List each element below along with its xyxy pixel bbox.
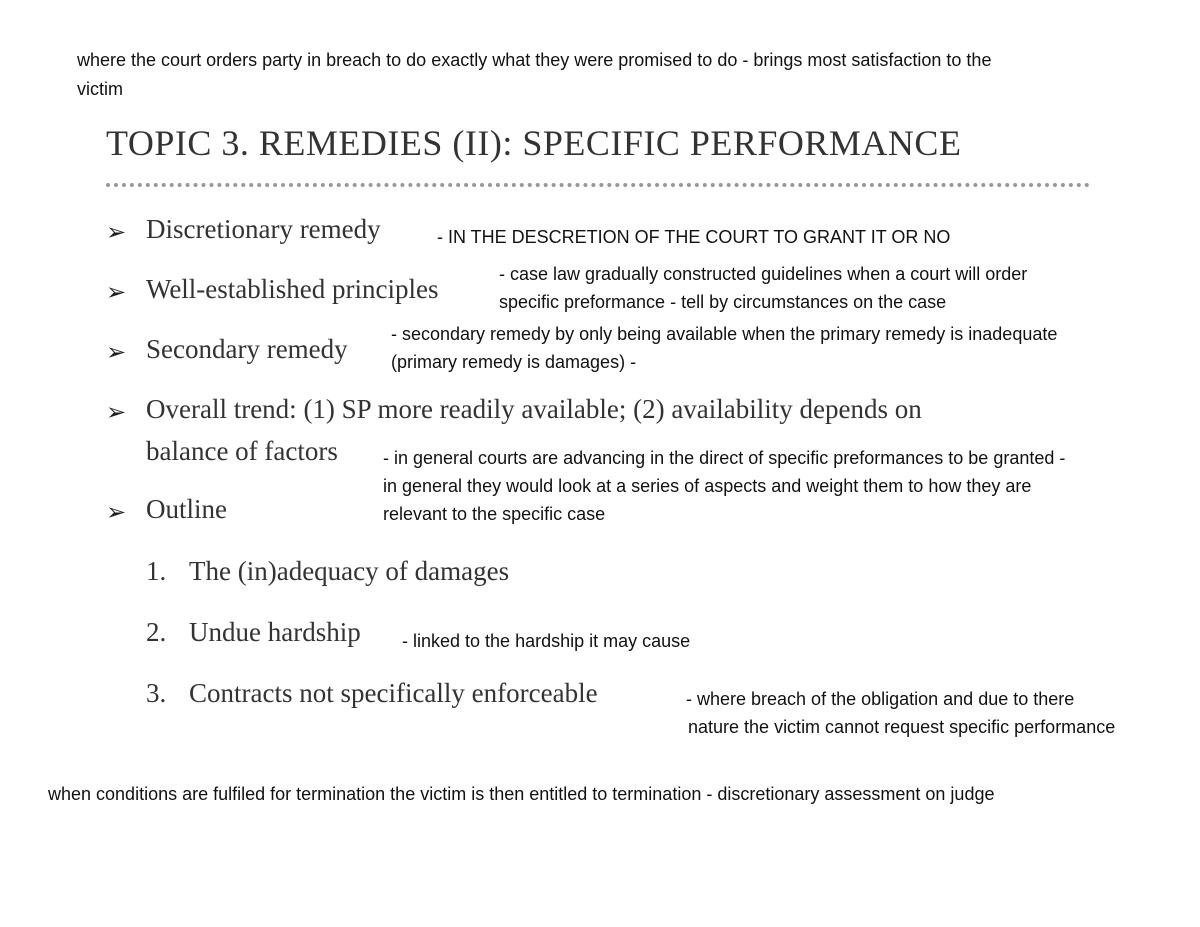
note-secondary-remedy-line-2: (primary remedy is damages) - [391,352,637,372]
outline-number-2: 2. [146,617,167,647]
bullet-arrow-icon: ➢ [106,278,127,306]
item-outline: Outline [146,494,227,524]
item-discretionary-remedy: Discretionary remedy [146,214,381,244]
outline-number-1: 1. [146,556,167,586]
note-undue-hardship: - linked to the hardship it may cause [402,631,691,651]
bullet-arrow-icon: ➢ [106,498,127,526]
note-contracts-line-1: - where breach of the obligation and due to there [686,689,1075,709]
note-overall-trend-line-1: - in general courts are advancing in the direct of specific preformances to be granted - [383,448,1066,468]
top-note-line-1: where the court orders party in breach to do exactly what they were promised to do - brings most satisfaction to the [77,50,992,70]
title-divider [106,183,1090,187]
bottom-note: when conditions are fulfiled for termination the victim is then entitled to termination - discretionary assessment on judge [48,784,995,804]
bullet-arrow-icon: ➢ [106,338,127,366]
note-discretionary-remedy: - IN THE DESCRETION OF THE COURT TO GRANT IT OR NO [437,227,951,247]
item-secondary-remedy: Secondary remedy [146,334,348,364]
item-overall-trend-line-1: Overall trend: (1) SP more readily available; (2) availability depends on [146,394,922,424]
note-overall-trend-line-2: in general they would look at a series of aspects and weight them to how they are [383,476,1032,496]
outline-item-inadequacy-of-damages: The (in)adequacy of damages [189,556,510,586]
item-overall-trend-line-2: balance of factors [146,436,338,466]
note-contracts-line-2: nature the victim cannot request specific performance [688,717,1116,737]
outline-item-undue-hardship: Undue hardship [189,617,361,647]
outline-number-3: 3. [146,678,167,708]
item-well-established-principles: Well-established principles [146,274,439,304]
note-well-established-line-2: specific preformance - tell by circumstances on the case [499,292,947,312]
note-secondary-remedy-line-1: - secondary remedy by only being available when the primary remedy is inadequate [391,324,1058,344]
slide-title: TOPIC 3. REMEDIES (II): SPECIFIC PERFORMANCE [106,123,962,163]
top-note-line-2: victim [77,79,123,99]
note-well-established-line-1: - case law gradually constructed guidelines when a court will order [499,264,1028,284]
bullet-arrow-icon: ➢ [106,398,127,426]
bullet-arrow-icon: ➢ [106,218,127,246]
note-overall-trend-line-3: relevant to the specific case [383,504,606,524]
outline-item-contracts-not-enforceable: Contracts not specifically enforceable [189,678,598,708]
